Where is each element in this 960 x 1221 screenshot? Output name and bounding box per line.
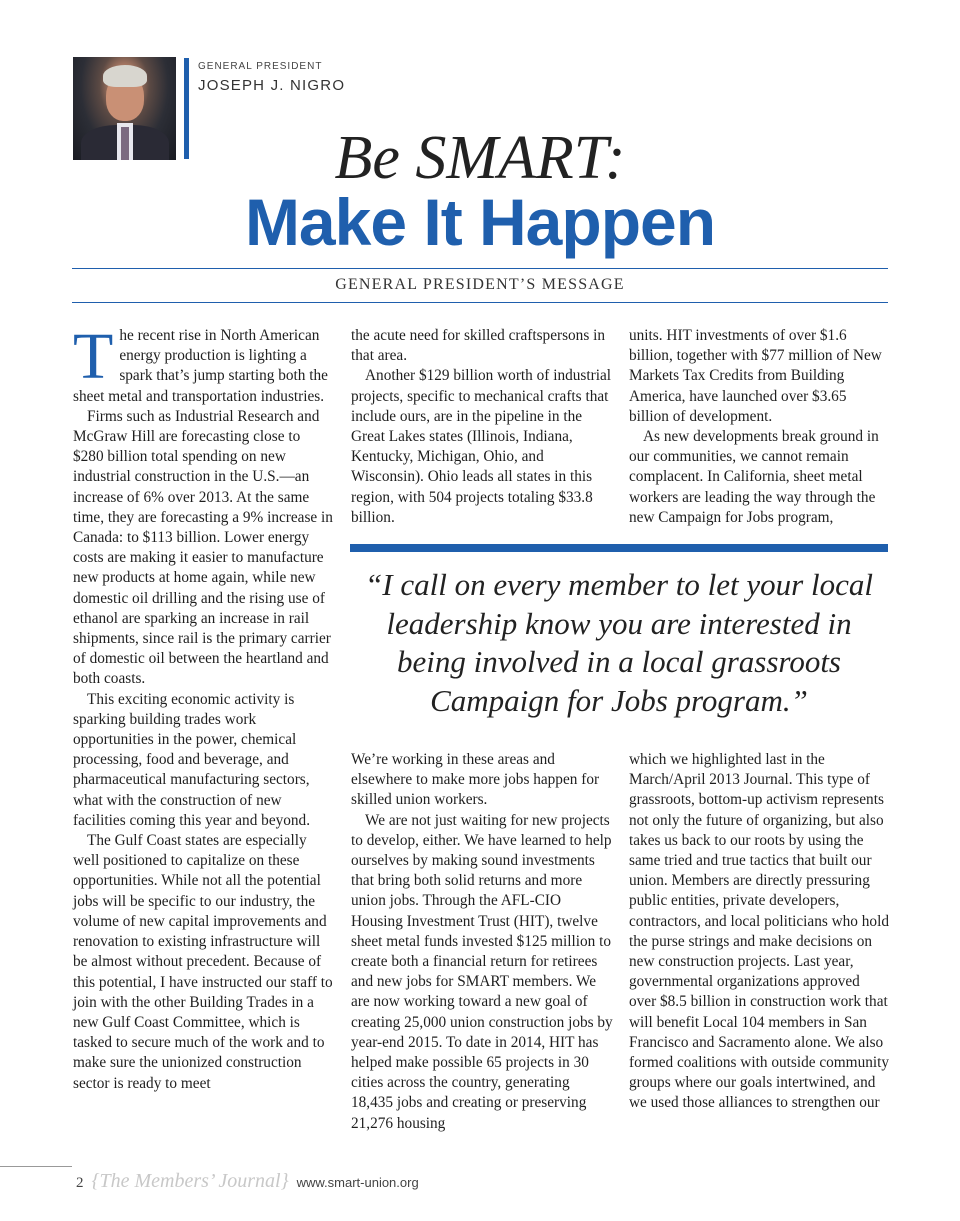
paragraph: We’re working in these areas and elsewhere to make more jobs happen for skilled union workers.: [351, 751, 600, 809]
page-footer: [76, 1170, 419, 1193]
article-column-3-top: [629, 326, 889, 528]
footer-rule: [0, 1166, 72, 1167]
paragraph-text: he recent rise in North American energy production is lighting a spark that’s jump starting both the sheet metal and transportation industries.: [73, 327, 328, 405]
section-rule-bottom: [72, 302, 888, 303]
author-name: JOSEPH J. NIGRO: [198, 77, 346, 94]
section-label: GENERAL PRESIDENT’S MESSAGE: [335, 276, 625, 293]
paragraph: the acute need for skilled craftspersons in that area.: [351, 327, 606, 365]
paragraph: Firms such as Industrial Research and McGraw Hill are forecasting close to $280 billion total spending on new industrial construction in the U.S.—an increase of 6% over 2013. At the same time, they are forecasting a 9% increase in Canada: to $113 billion. Lower energy costs are making it easier to manufacture new products at home again, while new domestic oil drilling and the rising use of ethanol are sparking an increase in rail shipments, since rail is the primary carrier of domestic oil between the heartland and both coasts.: [73, 407, 333, 688]
paragraph: This exciting economic activity is sparking building trades work opportunities in the power, chemical processing, food and beverage, and pharmaceutical manufacturing sectors, what with the construction of new facilities coming this year and beyond.: [73, 690, 311, 829]
headline-line1: Be SMART:: [334, 124, 626, 192]
paragraph: which we highlighted last in the March/April 2013 Journal. This type of grassroots, bottom-up activism represents not only the future of organizing, but also takes us back to our roots by using the same tried and true tactics that built our union. Members are directly pressuring public entities, private developers, contractors, and local politicians who hold the purse strings and make decisions on new construction projects. Last year, governmental organizations approved over $8.5 billion in construction work that will benefit Local 104 members in San Francisco and Sacramento alone. We also formed coalitions with outside community groups where our goals intertwined, and we used those alliances to strengthen our: [629, 751, 890, 1112]
headline-line2: Make It Happen: [244, 185, 716, 259]
paragraph: Another $129 billion worth of industrial projects, specific to mechanical crafts that include ours, are in the pipeline in the Great Lakes states (Illinois, Indiana, Kentucky, Michigan, Ohio, and Wisconsin). Ohio leads all states in this region, with 504 projects totaling $33.8 billion.: [351, 367, 611, 526]
section-rule-top: [72, 268, 888, 269]
drop-cap: T: [73, 320, 114, 393]
pull-quote: “I call on every member to let your local leadership know you are interested in being involved in a local grassroots Campaign for Jobs program.”: [365, 567, 873, 718]
author-role: GENERAL PRESIDENT: [198, 61, 323, 72]
article-column-2-top: [351, 326, 613, 528]
article-column-2-bottom: [351, 750, 613, 1134]
paragraph: As new developments break ground in our communities, we cannot remain complacent. In California, sheet metal workers are leading the way through the new Campaign for Jobs program,: [629, 428, 879, 526]
paragraph: The Gulf Coast states are especially well positioned to capitalize on these opportunities. While not all the potential jobs will be specific to our industry, the volume of new capital improvements and renovation to existing infrastructure will be almost without precedent. Because of this potential, I have instructed our staff to join with the other Building Trades in a new Gulf Coast Committee, which is tasked to secure much of the work and to make sure the unionized construction sector is ready to meet: [73, 832, 333, 1092]
paragraph: units. HIT investments of over $1.6 billion, together with $77 million of New Markets Tax Credits from Building America, have launched over $3.65 billion of development.: [629, 327, 882, 425]
page-number: 2: [76, 1175, 84, 1191]
paragraph: We are not just waiting for new projects to develop, either. We have learned to help ourselves by making sound investments that bring both solid returns and more union jobs. Through the AFL-CIO Housing Investment Trust (HIT), twelve sheet metal funds invested $125 million to create both a financial return for retirees and new jobs for SMART members. We are now working toward a new goal of creating 25,000 union construction jobs by year-end 2015. To date in 2014, HIT has helped make possible 65 projects in 30 cities across the country, generating 18,435 jobs and creating or preserving 21,276 housing: [351, 811, 613, 1132]
website-link[interactable]: www.smart-union.org: [296, 1175, 419, 1190]
journal-name: {The Members’ Journal}: [91, 1170, 289, 1192]
article-column-3-bottom: [629, 750, 889, 1114]
article-column-1: [73, 320, 333, 1094]
paragraph: [73, 320, 333, 407]
pull-quote-bar: [350, 544, 888, 552]
